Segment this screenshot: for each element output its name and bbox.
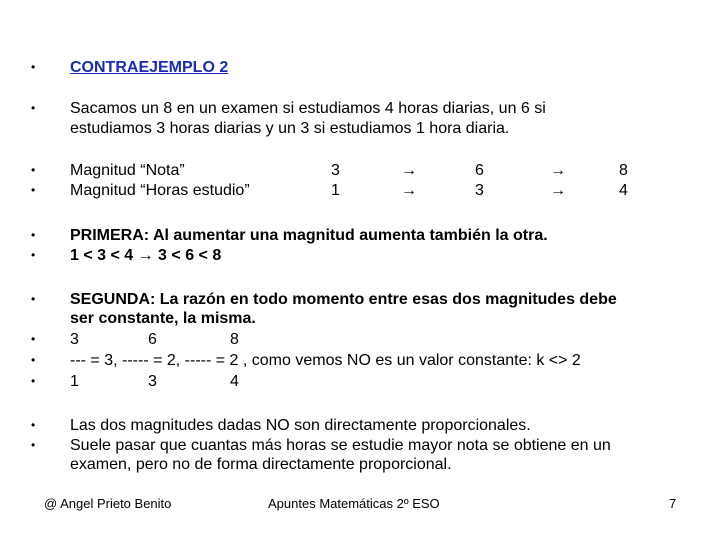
bullet: • — [31, 60, 36, 74]
fraction-denominator: 4 — [230, 373, 239, 390]
table-value: 3 — [475, 182, 484, 199]
bullet: • — [31, 418, 36, 432]
fraction-denominator: 3 — [148, 373, 157, 390]
fraction-numerator: 8 — [230, 331, 239, 348]
bullet: • — [31, 228, 36, 242]
table-value: 4 — [619, 182, 628, 199]
primera-inequality: 1 < 3 < 4 → 3 < 6 < 8 — [70, 247, 222, 264]
conclusion-text: examen, pero no de forma directamente proporcional. — [70, 456, 452, 473]
bullet: • — [31, 353, 36, 367]
footer-author: @ Angel Prieto Benito — [44, 496, 172, 511]
bullet: • — [31, 292, 36, 306]
fraction-denominator: 1 — [70, 373, 79, 390]
right-arrow-icon: → — [550, 182, 566, 199]
intro-text: estudiamos 3 horas diarias y un 3 si estudiamos 1 hora diaria. — [70, 120, 510, 137]
fraction-numerator: 6 — [148, 331, 157, 348]
page-number: 7 — [669, 496, 677, 511]
magnitude-label: Magnitud “Nota” — [70, 162, 185, 179]
right-arrow-icon: → — [401, 162, 417, 179]
fraction-numerator: 3 — [70, 331, 79, 348]
fraction-line: --- = 3, ----- = 2, ----- = 2 , como vemos NO es un valor constante: k <> 2 — [70, 352, 581, 369]
primera-statement: PRIMERA: Al aumentar una magnitud aumenta también la otra. — [70, 227, 548, 244]
bullet: • — [31, 248, 36, 262]
bullet: • — [31, 101, 36, 115]
bullet: • — [31, 183, 36, 197]
bullet: • — [31, 374, 36, 388]
right-arrow-icon: → — [401, 182, 417, 199]
right-arrow-icon: → — [550, 162, 566, 179]
conclusion-text: Suele pasar que cuantas más horas se estudie mayor nota se obtiene en un — [70, 437, 611, 454]
bullet: • — [31, 332, 36, 346]
slide-title-link[interactable]: CONTRAEJEMPLO 2 — [70, 59, 229, 76]
table-value: 8 — [619, 162, 628, 179]
table-value: 3 — [331, 162, 340, 179]
table-value: 6 — [475, 162, 484, 179]
table-value: 1 — [331, 182, 340, 199]
segunda-statement: SEGUNDA: La razón en todo momento entre esas dos magnitudes debe — [70, 291, 617, 308]
bullet: • — [31, 163, 36, 177]
segunda-statement: ser constante, la misma. — [70, 310, 256, 327]
intro-text: Sacamos un 8 en un examen si estudiamos 4 horas diarias, un 6 si — [70, 100, 546, 117]
magnitude-label: Magnitud “Horas estudio” — [70, 182, 250, 199]
bullet: • — [31, 438, 36, 452]
footer-course: Apuntes Matemáticas 2º ESO — [268, 496, 440, 511]
conclusion-text: Las dos magnitudes dadas NO son directamente proporcionales. — [70, 417, 531, 434]
